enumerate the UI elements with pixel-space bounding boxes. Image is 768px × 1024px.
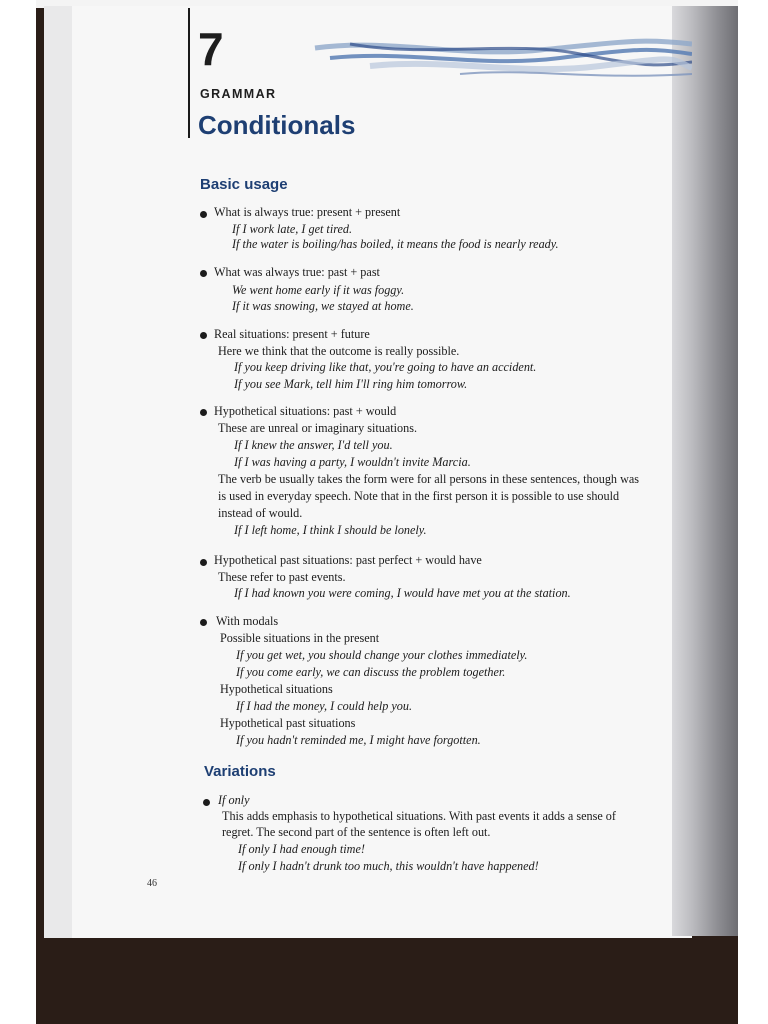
text-line: regret. The second part of the sentence is often left out.: [222, 825, 491, 839]
text-line: What is always true: present + present: [214, 205, 401, 219]
text-line: Possible situations in the present: [220, 631, 380, 645]
example-line: If you keep driving like that, you're going to have an accident.: [234, 360, 537, 374]
bullet-icon: [203, 799, 210, 806]
text-line: With modals: [216, 614, 279, 628]
binding-shadow: [672, 6, 738, 936]
example-line: If I was having a party, I wouldn't invite Marcia.: [234, 455, 471, 469]
text-line: Hypothetical past situations: [220, 716, 356, 730]
example-line: If I knew the answer, I'd tell you.: [234, 438, 393, 452]
example-line: If the water is boiling/has boiled, it means the food is nearly ready.: [232, 237, 559, 251]
chapter-rule: [188, 8, 190, 138]
text-line: instead of would.: [218, 506, 303, 520]
scan-margin-left: [0, 0, 36, 1024]
example-line: If it was snowing, we stayed at home.: [232, 299, 414, 313]
decorative-wave-graphic: [310, 28, 692, 88]
example-line: If you come early, we can discuss the problem together.: [236, 665, 506, 679]
bullet-icon: [200, 559, 207, 566]
underlying-pages: [44, 6, 75, 938]
example-line: We went home early if it was foggy.: [232, 283, 405, 297]
chapter-label: GRAMMAR: [200, 87, 277, 101]
bullet-icon: [200, 211, 207, 218]
chapter-title: Conditionals: [198, 110, 356, 140]
text-line: If only: [218, 793, 250, 807]
page-number: 46: [147, 878, 157, 889]
bullet-icon: [200, 332, 207, 339]
section-heading-variations: Variations: [204, 763, 276, 780]
section-heading-basic-usage: Basic usage: [200, 176, 288, 193]
text-line: Hypothetical past situations: past perfect + would have: [214, 553, 482, 567]
example-line: If you see Mark, tell him I'll ring him tomorrow.: [234, 377, 468, 391]
text-line: Here we think that the outcome is really possible.: [218, 344, 460, 358]
text-line: The verb be usually takes the form were for all persons in these sentences, though was: [218, 472, 640, 486]
chapter-number: 7: [198, 23, 224, 75]
bullet-icon: [200, 409, 207, 416]
text-line: Real situations: present + future: [214, 327, 370, 341]
text-line: These are unreal or imaginary situations.: [218, 421, 417, 435]
text-line: These refer to past events.: [218, 570, 346, 584]
bullet-icon: [200, 270, 207, 277]
example-line: If you get wet, you should change your clothes immediately.: [236, 648, 528, 662]
text-line: Hypothetical situations: past + would: [214, 404, 397, 418]
bullet-icon: [200, 619, 207, 626]
example-line: If only I had enough time!: [238, 842, 365, 856]
text-line: is used in everyday speech. Note that in the first person it is possible to use should: [218, 489, 620, 503]
text-line: This adds emphasis to hypothetical situations. With past events it adds a sense of: [222, 809, 616, 823]
text-line: Hypothetical situations: [220, 682, 333, 696]
example-line: If I left home, I think I should be lonely.: [234, 523, 427, 537]
example-line: If I had the money, I could help you.: [236, 699, 412, 713]
example-line: If only I hadn't drunk too much, this wouldn't have happened!: [238, 859, 539, 873]
example-line: If I had known you were coming, I would have met you at the station.: [234, 586, 571, 600]
scan-margin-right: [738, 0, 768, 1024]
example-line: If I work late, I get tired.: [232, 222, 353, 236]
example-line: If you hadn't reminded me, I might have forgotten.: [236, 733, 481, 747]
text-line: What was always true: past + past: [214, 265, 380, 279]
